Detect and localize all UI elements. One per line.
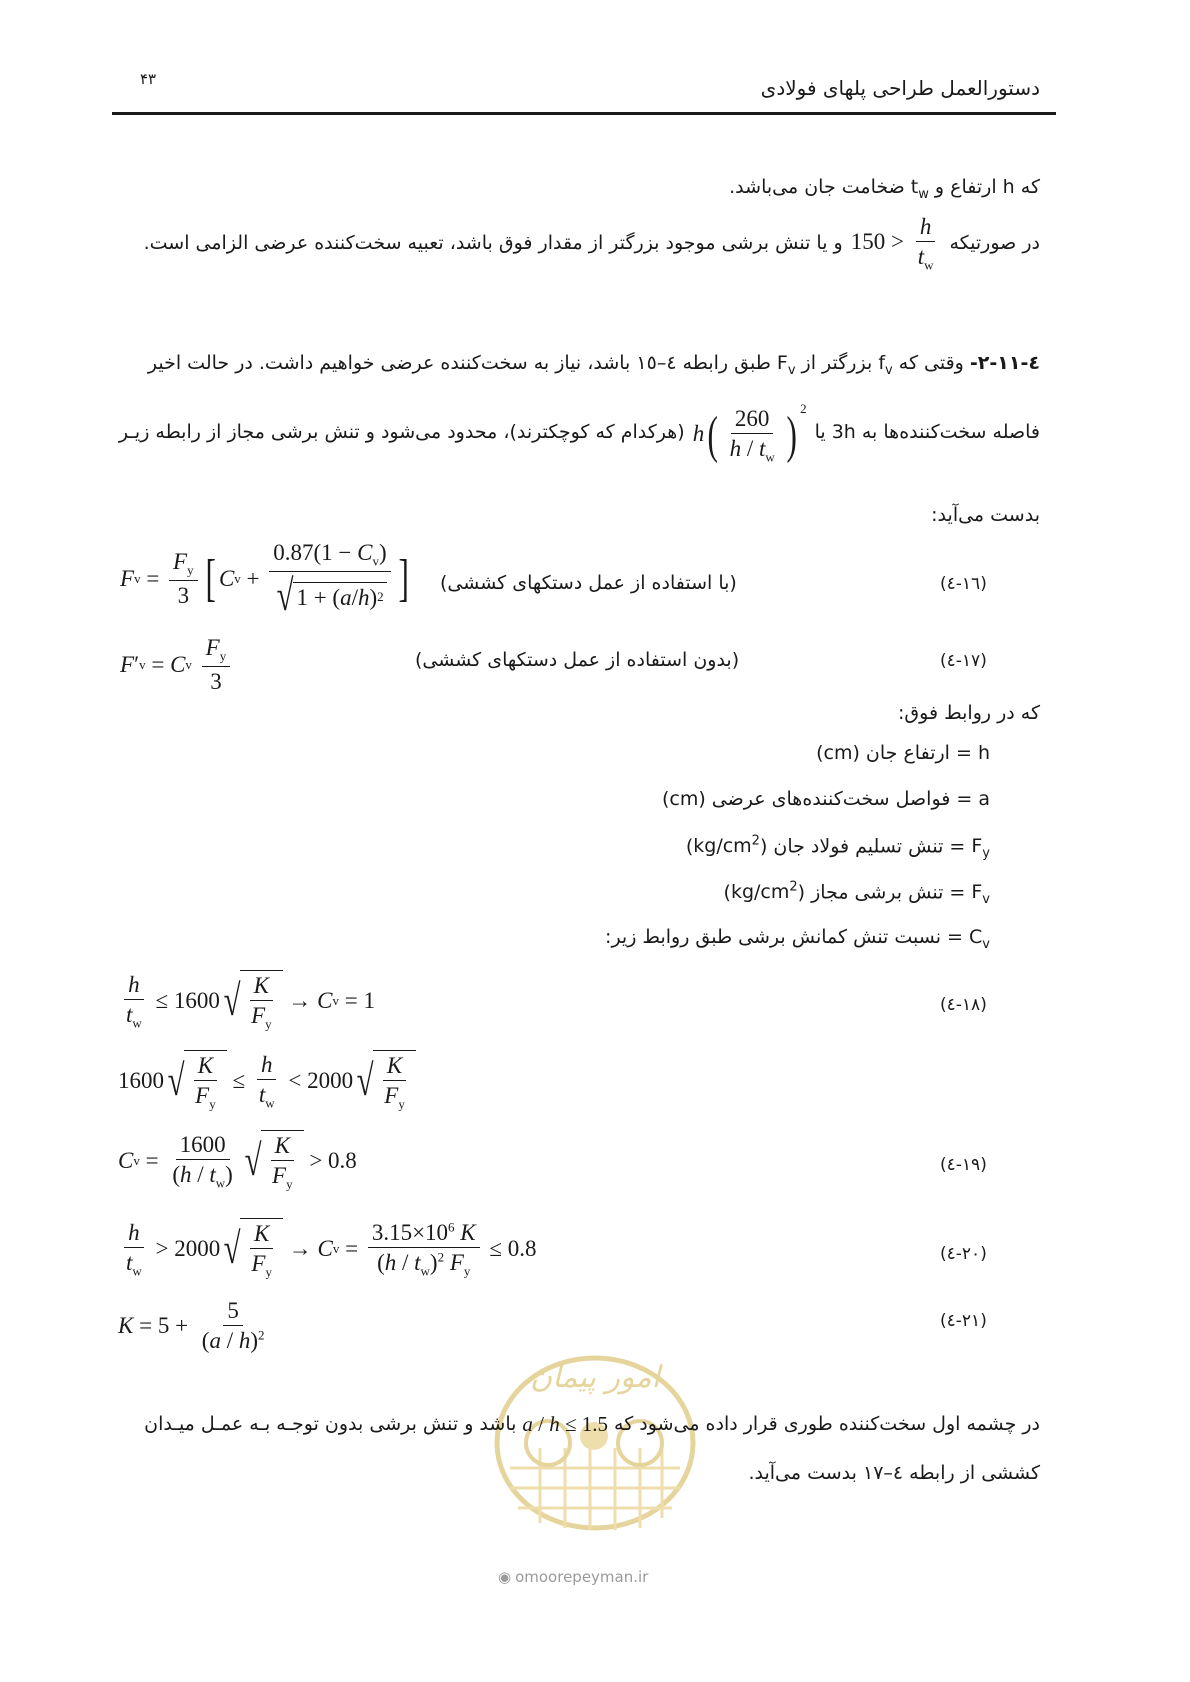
para1-line2: در صورتیکه 150 > $\frac{h}{t_w}$ و یا تنش برشی موجود بزرگتر از مقدار فوق باشد، تعبیه سخت‌کننده عرضی الزامی است. [143, 214, 1040, 273]
equation-16: F v = $\frac{F_y}{3}$ [ C v + $0.87(1 - C_v)$ √ 1 + ( a / h ) 2 ] [120, 540, 409, 620]
watermark-site: ◉ omoorepeyman.ir [498, 1568, 649, 1586]
equation-21: K = 5 + $\frac{5}{(a / h)^2}$ [118, 1298, 265, 1354]
section-line1: ٤-١١-٢- وقتی که $f_v$ بزرگتر از $F_v$ طبق رابطه ٤–١٥ باشد، نیاز به سخت‌کننده عرضی خواهیم داشت. در حالت اخیر [147, 352, 1040, 378]
page-number: ۴۳ [140, 70, 157, 88]
equation-19-range: 1600 √ $\frac{K}{F_y}$ ≤ $\frac{h}{t_w}$ < 2000 √ $\frac{K}{F_y}$ [118, 1050, 416, 1112]
header-rule [112, 112, 1056, 115]
def-fy: $F_y$ = تنش تسلیم فولاد جان $(kg/cm^2)$ [685, 834, 990, 862]
def-cv: $C_v$ = نسبت تنش کمانش برشی طبق روابط زیر: [605, 926, 990, 952]
running-title: دستورالعمل طراحی پلهای فولادی [760, 76, 1040, 100]
def-fv: $F_v$ = تنش برشی مجاز $(kg/cm^2)$ [723, 880, 990, 908]
equation-17-label: (بدون استفاده از عمل دستکهای کششی) [415, 649, 740, 671]
equation-17: F ′ v = C v $\frac{F_y}{3}$ [120, 635, 234, 694]
def-h: h = ارتفاع جان (cm) [816, 742, 990, 764]
equation-18: $\frac{h}{t_w}$ ≤ 1600 √ $\frac{K}{F_y}$ → C v = 1 [126, 971, 375, 1032]
equation-20-number: (٢٠-٤) [940, 1244, 987, 1264]
equation-17-number: (١٧-٤) [940, 651, 987, 671]
equation-16-label: (با استفاده از عمل دستکهای کششی) [440, 572, 737, 594]
equation-19: C v = $\frac{1600}{(h / t_w)}$ √ $\frac{K}{F_y}$ > 0.8 [118, 1131, 357, 1192]
slenderness-condition: 150 > $\frac{h}{t_w}$ [850, 214, 934, 273]
def-a: a = فواصل سخت‌کننده‌های عرضی (cm) [661, 788, 990, 810]
section-line3: بدست می‌آید: [931, 504, 1040, 526]
equation-18-number: (١٨-٤) [940, 995, 987, 1015]
closing-line1: در چشمه اول سخت‌کننده طوری قرار داده می‌شود که a / h ≤ 1.5 باشد و تنش برشی بدون توجـه بـه عمـل میـدان [144, 1412, 1040, 1436]
watermark-logo-text: امور پیمان [530, 1360, 660, 1395]
where-intro: که در روابط فوق: [898, 702, 1040, 724]
globe-icon: ◉ [498, 1568, 512, 1586]
equation-21-number: (٢١-٤) [940, 1311, 987, 1331]
section-number: ٤-١١-٢- [969, 352, 1040, 374]
spacing-limit-formula: h( $\frac{260}{h / t_w}$ ) $^2$ [692, 401, 807, 466]
equation-19-number: (١٩-٤) [940, 1155, 987, 1175]
section-line2: فاصله سخت‌کننده‌ها به 3h یا h( $\frac{260}{h / t_w}$ ) $^2$ (هرکدام که کوچکترند)، محدود می‌شود و تنش برشی مجاز از رابطه زیـر [118, 401, 1040, 466]
equation-16-number: (١٦-٤) [940, 574, 987, 594]
watermark-logo [490, 1348, 700, 1533]
closing-line2: کششی از رابطه ٤–١٧ بدست می‌آید. [748, 1462, 1040, 1484]
equation-20: $\frac{h}{t_w}$ > 2000 √ $\frac{K}{F_y}$ → C v = $\frac{3.15\times 10^6 K}{(h / t_w)^2 F_y}$ ≤ 0.8 [126, 1218, 537, 1280]
para1-line1: که h ارتفاع و $t_w$ ضخامت جان می‌باشد. [729, 176, 1040, 202]
